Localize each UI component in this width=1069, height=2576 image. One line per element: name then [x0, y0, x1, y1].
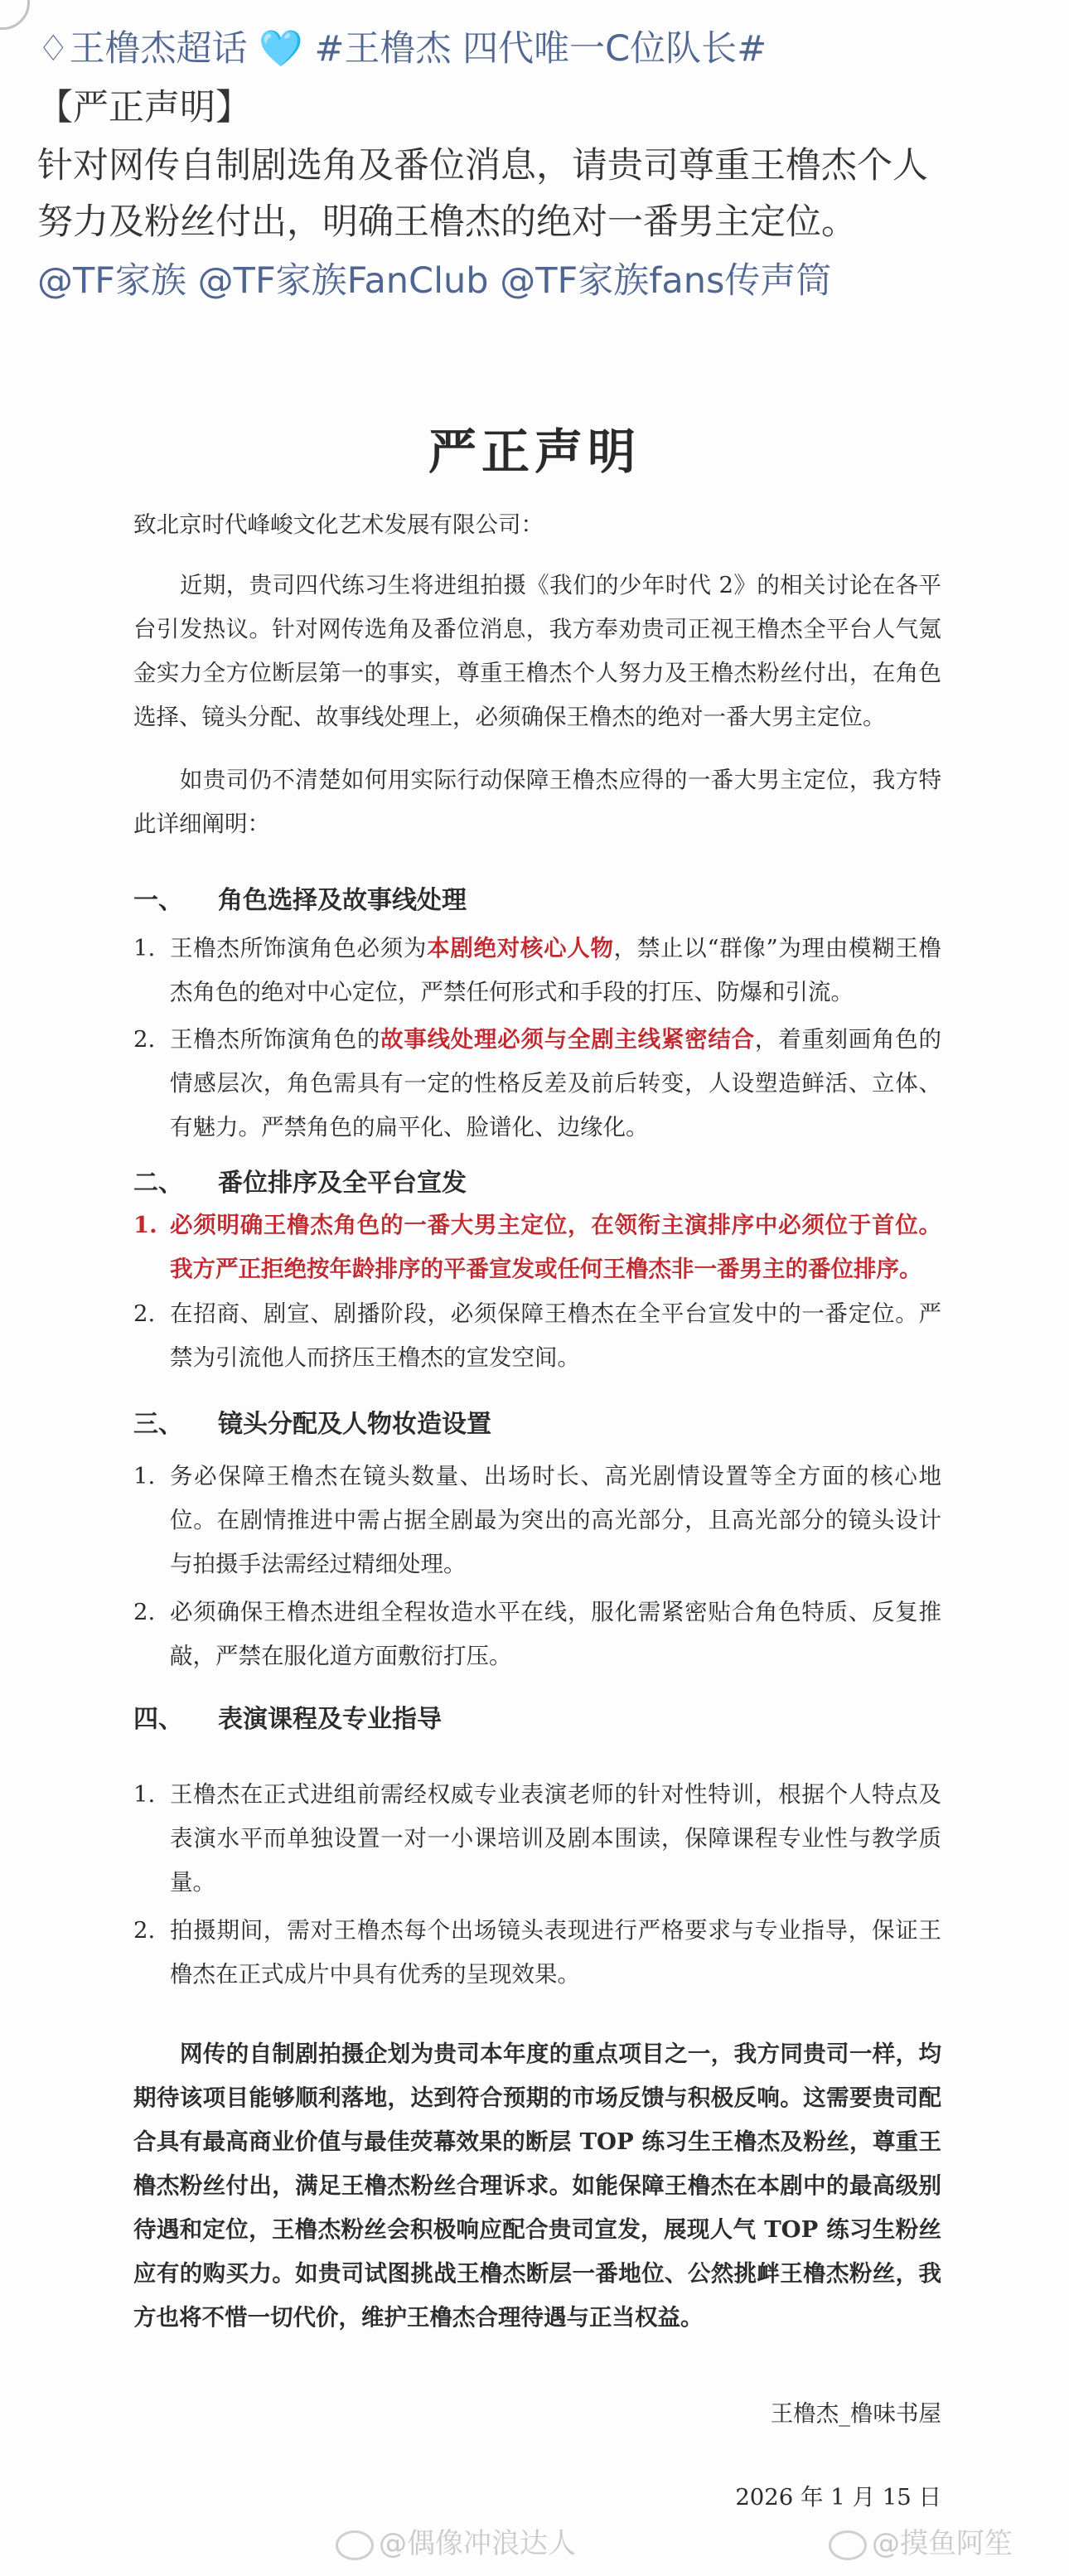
super-topic-link[interactable]: ♢王橹杰超话: [37, 28, 248, 70]
weibo-icon: [829, 2530, 867, 2560]
list-item: 2. 拍摄期间，需对王橹杰每个出场镜头表现进行严格要求与专业指导，保证王橹杰在正式成片中具有优秀的呈现效果。: [133, 1917, 941, 1988]
list-item: 1. 必须明确王橹杰角色的一番大男主定位，在领衔主演排序中必须位于首位。我方严正拒绝按年龄排序的平番宣发或任何王橹杰非一番男主的番位排序。: [133, 1203, 941, 1291]
list-item: 1. 王橹杰所饰演角色必须为本剧绝对核心人物，禁止以“群像”为理由模糊王橹杰角色的绝对中心定位，严禁任何形式和手段的打压、防爆和引流。: [133, 935, 941, 1005]
emphasis-text: 故事线处理必须与全剧主线紧密结合: [380, 1026, 755, 1053]
mention-link[interactable]: @TF家族fans传声筒: [500, 260, 832, 302]
emphasis-text: 本剧绝对核心人物: [427, 935, 614, 961]
weibo-icon: [336, 2530, 374, 2560]
date: 2026 年 1 月 15 日: [735, 2484, 941, 2511]
diamond-icon: ♢: [37, 28, 70, 70]
post-body-line: 努力及粉丝付出，明确王橹杰的绝对一番男主定位。: [37, 201, 857, 243]
mention-link[interactable]: @TF家族FanClub: [197, 260, 489, 302]
post-topic-line: [37, 24, 767, 74]
document-title: 严正声明: [428, 424, 641, 480]
list-item: 1. 王橹杰在正式进组前需经权威专业表演老师的针对性特训，根据个人特点及表演水平而单独设置一对一小课培训及剧本围读，保障课程专业性与教学质量。: [133, 1781, 941, 1896]
blue-heart-icon: 🩵: [259, 28, 303, 70]
watermark: @偶像冲浪达人: [336, 2524, 576, 2564]
mentions: [37, 256, 831, 306]
section-heading: 二、 番位排序及全平台宣发: [133, 1169, 467, 1198]
list-item: 2. 王橹杰所饰演角色的故事线处理必须与全剧主线紧密结合，着重刻画角色的情感层次，角色需具有一定的性格反差及前后转变，人设塑造鲜活、立体、有魅力。严禁角色的扁平化、脸谱化、边缘化。: [133, 1026, 941, 1140]
list-item: 2. 必须确保王橹杰进组全程妆造水平在线，服化需紧密贴合角色特质、反复推敲，严禁在服化道方面敷衍打压。: [133, 1599, 941, 1669]
paragraph: 近期，贵司四代练习生将进组拍摄《我们的少年时代 2》的相关讨论在各平台引发热议。针对网传选角及番位消息，我方奉劝贵司正视王橹杰全平台人气氪金实力全方位断层第一的事实，尊重王橹杰个人努力及王橹杰粉丝付出，在角色选择、镜头分配、故事线处理上，必须确保王橹杰的绝对一番大男主定位。: [133, 572, 941, 730]
list-item: 2. 在招商、剧宣、剧播阶段，必须保障王橹杰在全平台宣发中的一番定位。严禁为引流他人而挤压王橹杰的宣发空间。: [133, 1300, 941, 1371]
signature: 王橹杰_橹味书屋: [770, 2400, 941, 2427]
addressee: 致北京时代峰峻文化艺术发展有限公司：: [133, 511, 544, 538]
section-heading: 一、 角色选择及故事线处理: [133, 886, 467, 915]
rounded-corner-shadow: [0, 0, 30, 30]
paragraph: 如贵司仍不清楚如何用实际行动保障王橹杰应得的一番大男主定位，我方特此详细阐明：: [133, 767, 941, 837]
post-body-line: 针对网传自制剧选角及番位消息，请贵司尊重王橹杰个人: [37, 145, 928, 186]
list-item: 1. 务必保障王橹杰在镜头数量、出场时长、高光剧情设置等全方面的核心地位。在剧情推进中需占据全剧最为突出的高光部分，且高光部分的镜头设计与拍摄手法需经过精细处理。: [133, 1463, 941, 1577]
mention-link[interactable]: @TF家族: [37, 260, 186, 302]
section-heading: 四、 表演课程及专业指导: [133, 1705, 442, 1734]
section-heading: 三、 镜头分配及人物妆造设置: [133, 1410, 491, 1439]
hashtag-link[interactable]: #王橹杰 四代唯一C位队长#: [314, 28, 767, 70]
closing-paragraph: 网传的自制剧拍摄企划为贵司本年度的重点项目之一，我方同贵司一样，均期待该项目能够顺利落地，达到符合预期的市场反馈与积极反响。这需要贵司配合具有最高商业价值与最佳荧幕效果的断层 TOP 练习生王橹杰及粉丝，尊重王橹杰粉丝付出，满足王橹杰粉丝合理诉求。如能保障王橹杰在本剧中的最高级别待遇和定位，王橹杰粉丝会积极响应配合贵司宣发，展现人气 TOP 练习生粉丝应有的购买力。如贵司试图挑战王橹杰断层一番地位、公然挑衅王橹杰粉丝，我方也将不惜一切代价，维护王橹杰合理待遇与正当权益。: [133, 2041, 941, 2331]
watermark: @摸鱼阿笙: [829, 2524, 1013, 2564]
post-heading: 【严正声明】: [37, 87, 251, 128]
emphasis-text: 必须明确王橹杰角色的一番大男主定位，在领衔主演排序中必须位于首位。我方严正拒绝按年龄排序的平番宣发或任何王橹杰非一番男主的番位排序。: [170, 1212, 941, 1282]
